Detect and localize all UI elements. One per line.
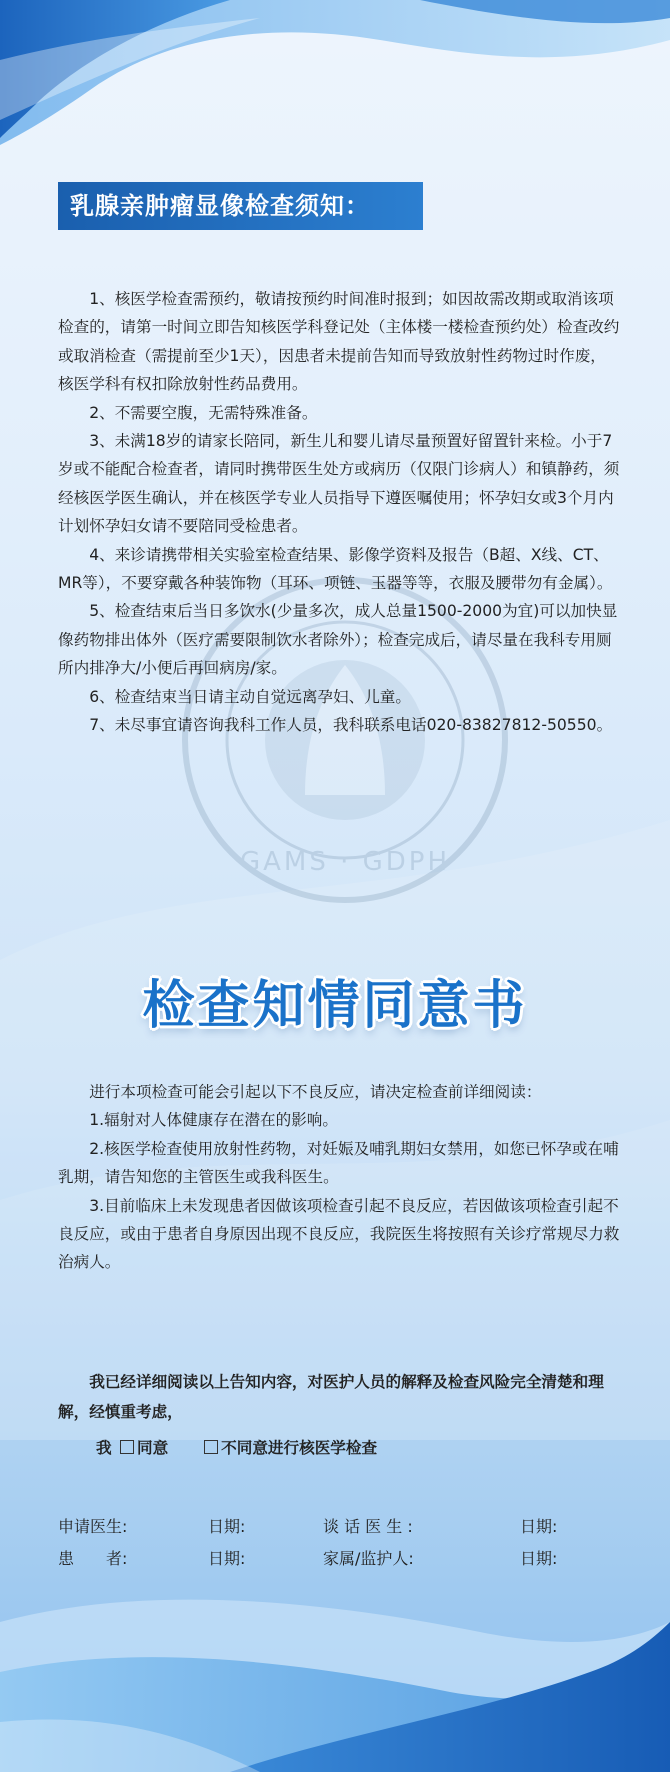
applying-doctor-label: 申请医生:	[58, 1517, 128, 1536]
bottom-wave-decoration	[0, 1562, 670, 1772]
disagree-checkbox[interactable]	[204, 1440, 218, 1454]
consent-declaration	[58, 1367, 620, 1463]
notice-item: 7、未尽事宜请咨询我科工作人员，我科联系电话020-83827812-50550。	[89, 716, 613, 735]
agree-checkbox[interactable]	[120, 1440, 134, 1454]
talking-date-label: 日期:	[520, 1517, 558, 1536]
notice-title: 乳腺亲肿瘤显像检查须知：	[58, 182, 423, 230]
adverse-reaction-list	[58, 1078, 620, 1277]
watermark-text: GAMS · GDPH	[239, 847, 451, 877]
guardian-date-label: 日期:	[520, 1549, 558, 1568]
top-wave-decoration	[0, 0, 670, 150]
consent-intro: 进行本项检查可能会引起以下不良反应，请决定检查前详细阅读：	[89, 1083, 542, 1101]
notice-item: 5、检查结束后当日多饮水(少量多次，成人总量1500-2000为宜)可以加快显像药物排出体外（医疗需要限制饮水者除外）；检查完成后，请尽量在我科专用厕所内排净大/小便后再回病房/家。	[58, 602, 618, 678]
consent-title: 检查知情同意书	[142, 976, 528, 1036]
patient-date-label: 日期:	[208, 1549, 246, 1568]
notice-item: 4、来诊请携带相关实验室检查结果、影像学资料及报告（B超、X线、CT、MR等），不要穿戴各种装饰物（耳环、项链、玉器等等，衣服及腰带勿有金属）。	[58, 545, 613, 593]
agreement-options	[58, 1433, 620, 1463]
notice-item: 1、核医学检查需预约，敬请按预约时间准时报到；如因故需改期或取消该项检查的，请第一时间立即告知核医学科登记处（主体楼一楼检查预约处）检查改约或取消检查（需提前至少1天），因患者未提前告知而导致放射性药物过时作废，核医学科有权扣除放射性药品费用。	[58, 290, 620, 394]
guardian-label: 家属/监护人:	[323, 1549, 414, 1568]
talking-doctor-label: 谈 话 医 生 :	[323, 1517, 413, 1536]
reaction-item: 2.核医学检查使用放射性药物，对妊娠及哺乳期妇女禁用，如您已怀孕或在哺乳期，请告知您的主管医生或我科医生。	[58, 1139, 619, 1187]
applying-date-label: 日期:	[208, 1517, 246, 1536]
notice-list	[58, 285, 620, 740]
reaction-item: 3.目前临床上未发现患者因做该项检查引起不良反应，若因做该项检查引起不良反应，或由于患者自身原因出现不良反应，我院医生将按照有关诊疗常规尽力救治病人。	[58, 1196, 620, 1272]
notice-item: 3、未满18岁的请家长陪同，新生儿和婴儿请尽量预置好留置针来检。小于7岁或不能配合检查者，请同时携带医生处方或病历（仅限门诊病人）和镇静药，须经核医学医生确认，并在核医学专业人员指导下遵医嘱使用；怀孕妇女或3个月内计划怀孕妇女请不要陪同受检患者。	[58, 432, 620, 536]
agree-label: 同意	[137, 1439, 169, 1457]
disagree-label: 不同意进行核医学检查	[221, 1439, 378, 1457]
patient-label: 患 者:	[58, 1549, 128, 1568]
reaction-item: 1.辐射对人体健康存在潜在的影响。	[89, 1111, 338, 1130]
notice-item: 2、不需要空腹，无需特殊准备。	[89, 403, 318, 422]
agreement-prefix: 我	[96, 1439, 112, 1457]
notice-item: 6、检查结束当日请主动自觉远离孕妇、儿童。	[89, 687, 411, 706]
declaration-text: 我已经详细阅读以上告知内容，对医护人员的解释及检查风险完全清楚和理解，经慎重考虑，	[58, 1373, 604, 1421]
